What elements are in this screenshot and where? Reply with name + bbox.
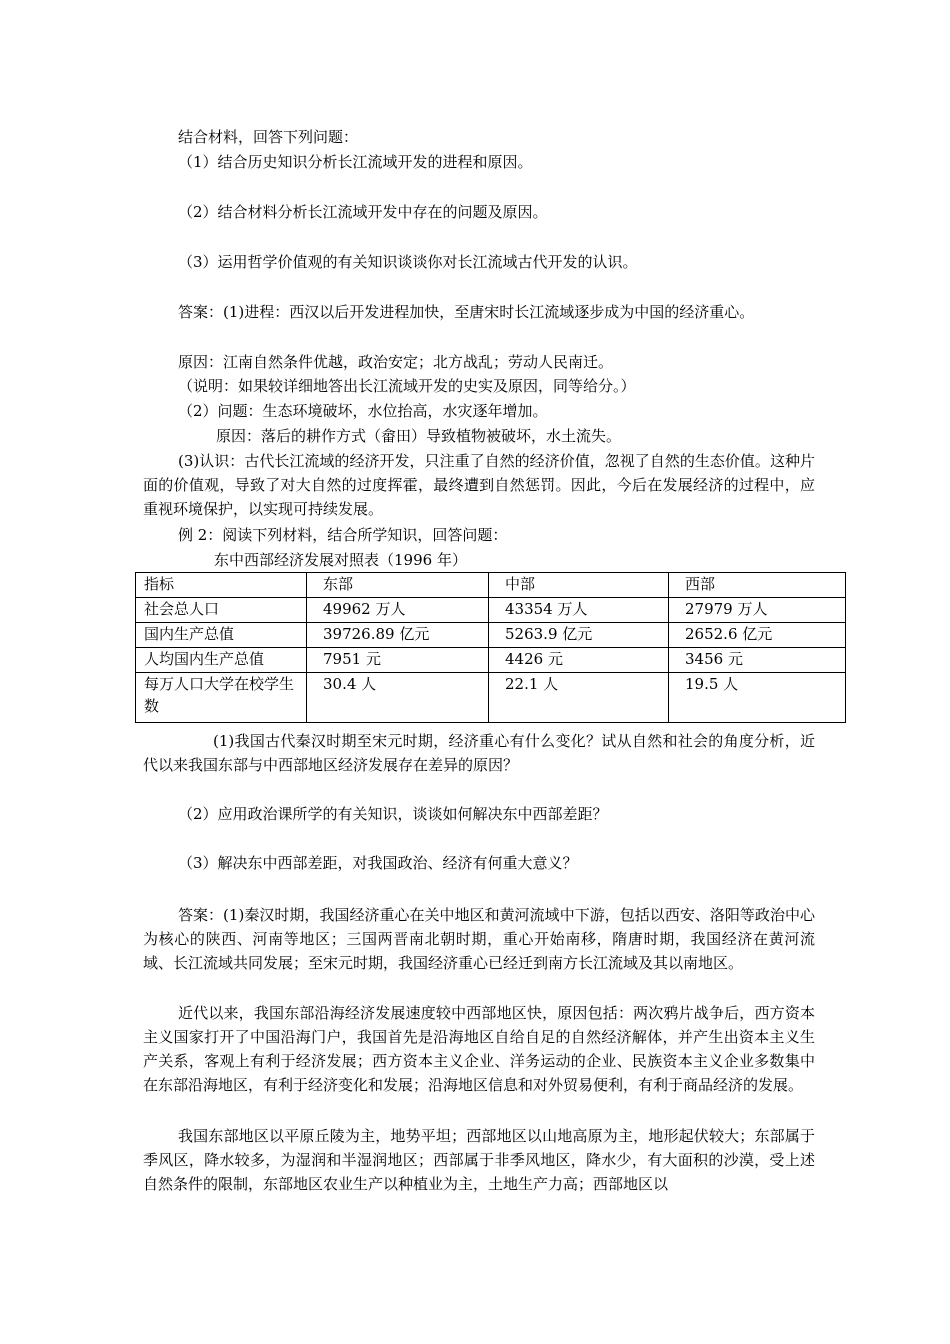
table-header-row bbox=[136, 573, 846, 598]
answer-progress: 答案：(1)进程：西汉以后开发进程加快，至唐宋时长江流域逐步成为中国的经济重心。 bbox=[178, 303, 755, 321]
answer-2-paragraph: 近代以来，我国东部沿海经济发展速度较中西部地区快，原因包括：两次鸦片战争后，西方资本主义国家打开了中国沿海门户，我国首先是沿海地区自给自足的自然经济解体，并产生出资本主义生产关系，客观上有利于经济发展；西方资本主义企业、洋务运动的企业、民族资本主义企业多数集中在东部沿海地区，有利于经济变化和发展；沿海地区信息和对外贸易便利，有利于商品经济的发展。 bbox=[143, 1004, 815, 1094]
table-cell: 4426 元 bbox=[489, 648, 669, 673]
question-2: （2）结合材料分析长江流域开发中存在的问题及原因。 bbox=[178, 203, 548, 221]
example-2-heading: 例 2：阅读下列材料，结合所学知识，回答问题： bbox=[178, 526, 508, 544]
table-cell: 39726.89 亿元 bbox=[307, 623, 489, 648]
answer-2-paragraph: 我国东部地区以平原丘陵为主，地势平坦；西部地区以山地高原为主，地形起伏较大；东部属于季风区，降水较多，为湿润和半湿润地区；西部属于非季风地区，降水少，有大面积的沙漠，受上述自然条件的限制，东部地区农业生产以种植业为主，土地生产力高；西部地区以 bbox=[143, 1127, 815, 1193]
table-cell: 2652.6 亿元 bbox=[669, 623, 846, 648]
answer-reason: 原因：江南自然条件优越，政治安定；北方战乱；劳动人民南迁。 bbox=[178, 353, 614, 371]
table-cell: 3456 元 bbox=[669, 648, 846, 673]
table-cell: 22.1 人 bbox=[489, 673, 669, 723]
table-cell: 27979 万人 bbox=[669, 598, 846, 623]
answer-2-paragraph: 答案：(1)秦汉时期，我国经济重心在关中地区和黄河流域中下游，包括以西安、洛阳等政治中心为核心的陕西、河南等地区；三国两晋南北朝时期，重心开始南移，隋唐时期，我国经济在黄河流域、长江流域共同发展；至宋元时期，我国经济重心已经迁到南方长江流域及其以南地区。 bbox=[143, 906, 815, 972]
table-cell: 社会总人口 bbox=[136, 598, 307, 623]
question-1: （1）结合历史知识分析长江流域开发的进程和原因。 bbox=[178, 153, 533, 171]
example-2-question-1: (1)我国古代秦汉时期至宋元时期，经济重心有什么变化？试从自然和社会的角度分析，近代以来我国东部与中西部地区经济发展存在差异的原因？ bbox=[143, 732, 815, 774]
answer-view: (3)认识：古代长江流域的经济开发，只注重了自然的经济价值，忽视了自然的生态价值。这种片面的价值观，导致了对大自然的过度挥霍，最终遭到自然惩罚。因此，今后在发展经济的过程中，应重视环境保护，以实现可持续发展。 bbox=[143, 452, 815, 518]
table-header-cell: 东部 bbox=[307, 573, 489, 598]
table-cell: 43354 万人 bbox=[489, 598, 669, 623]
table-row bbox=[136, 623, 846, 648]
table-cell: 每万人口大学在校学生数 bbox=[136, 673, 307, 723]
question-3: （3）运用哲学价值观的有关知识谈谈你对长江流域古代开发的认识。 bbox=[178, 253, 638, 271]
table-cell: 19.5 人 bbox=[669, 673, 846, 723]
table-cell: 7951 元 bbox=[307, 648, 489, 673]
answer-problem-reason: 原因：落后的耕作方式（畲田）导致植物被破坏，水土流失。 bbox=[216, 427, 622, 445]
answer-problem: （2）问题：生态环境破坏，水位抬高，水灾逐年增加。 bbox=[178, 402, 548, 420]
table-row bbox=[136, 648, 846, 673]
table-header-cell: 西部 bbox=[669, 573, 846, 598]
answer-note: （说明：如果较详细地答出长江流域开发的史实及原因，同等给分。） bbox=[178, 377, 636, 395]
table-cell: 49962 万人 bbox=[307, 598, 489, 623]
table-row bbox=[136, 598, 846, 623]
comparison-table bbox=[135, 572, 846, 723]
table-cell: 30.4 人 bbox=[307, 673, 489, 723]
table-row bbox=[136, 673, 846, 723]
table-title: 东中西部经济发展对照表（1996 年） bbox=[214, 551, 467, 569]
table-cell: 人均国内生产总值 bbox=[136, 648, 307, 673]
table-cell: 5263.9 亿元 bbox=[489, 623, 669, 648]
table-header-cell: 指标 bbox=[136, 573, 307, 598]
table-header-cell: 中部 bbox=[489, 573, 669, 598]
example-2-question-3: （3）解决东中西部差距，对我国政治、经济有何重大意义？ bbox=[178, 854, 578, 872]
intro-text: 结合材料，回答下列问题： bbox=[178, 128, 359, 146]
example-2-question-2: （2）应用政治课所学的有关知识，谈谈如何解决东中西部差距？ bbox=[178, 805, 608, 823]
table-cell: 国内生产总值 bbox=[136, 623, 307, 648]
